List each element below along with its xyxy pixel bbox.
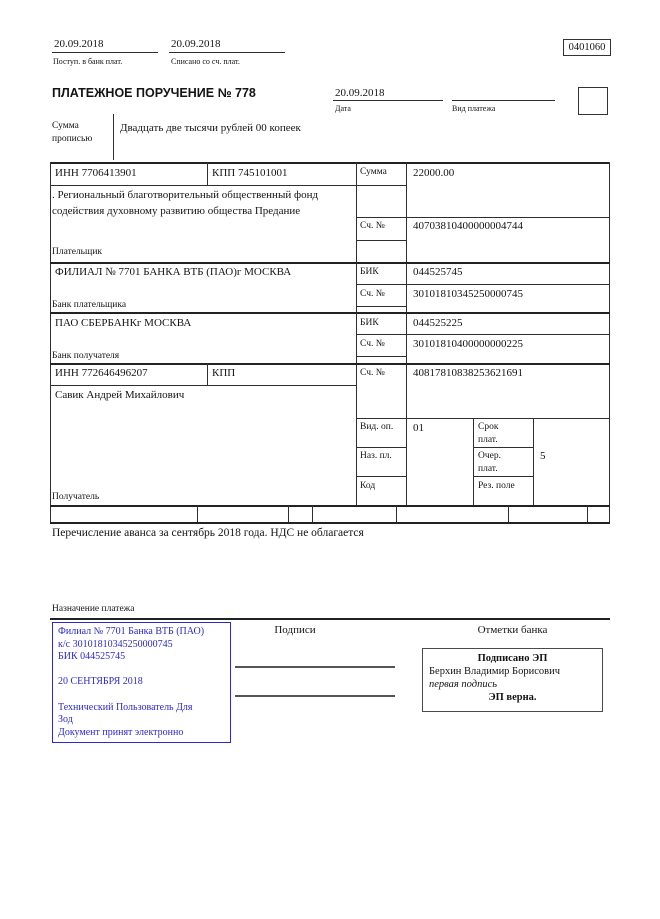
table-line (356, 334, 610, 335)
table-line (473, 418, 474, 505)
table-line (473, 447, 533, 448)
payee-bank-account-label: Сч. № (360, 339, 385, 349)
payer-bank-bik-value: 044525745 (413, 266, 463, 278)
form-code: 0401060 (568, 42, 606, 53)
bank-stamp-line: Зод (58, 714, 73, 726)
bank-marks-header: Отметки банка (477, 624, 548, 636)
bank-stamp-line: к/с 30101810345250000745 (58, 638, 173, 650)
payer-bank-bik-label: БИК (360, 267, 379, 277)
table-line (207, 162, 208, 185)
tax-row-divider (197, 505, 198, 522)
table-line (356, 447, 406, 448)
code-label: Код (360, 481, 376, 491)
payee-kpp: КПП (212, 367, 236, 379)
table-border-right (609, 162, 610, 522)
debited-date-label: Списано со сч. плат. (171, 57, 240, 66)
debited-date-underline (169, 52, 285, 53)
payment-kind-label: Вид платежа (452, 104, 496, 113)
bank-stamp-line (58, 664, 230, 677)
table-line (356, 418, 610, 419)
payee-section-label: Получатель (52, 492, 100, 502)
received-date-label: Поступ. в банк плат. (53, 57, 123, 66)
signature-line (235, 695, 395, 697)
purpose-code-label: Наз. пл. (360, 451, 392, 461)
status-checkbox (578, 87, 608, 115)
payer-name: . Региональный благотворительный общественный фонд содействия духовному развитию общества Предание (52, 189, 319, 217)
bank-stamp-line: БИК 044525745 (58, 651, 126, 663)
table-line (50, 363, 610, 365)
esign-title: Подписано ЭП (477, 653, 548, 664)
table-line (50, 505, 610, 507)
tax-row-divider (288, 505, 289, 522)
payer-kpp: КПП 745101001 (212, 167, 288, 179)
table-line (50, 162, 610, 164)
bank-stamp-line: 20 СЕНТЯБРЯ 2018 (58, 676, 143, 688)
payer-bank-section-label: Банк плательщика (52, 300, 127, 310)
amount-label: Сумма (360, 167, 387, 177)
payee-bank-section-label: Банк получателя (52, 351, 120, 361)
table-line (533, 418, 534, 505)
table-border-left (50, 162, 51, 522)
tax-row-divider (396, 505, 397, 522)
payee-bank-account-value: 30101810400000000225 (413, 338, 523, 350)
document-date-label: Дата (335, 104, 351, 113)
debited-date-value: 20.09.2018 (171, 38, 221, 50)
payee-bank-name: ПАО СБЕРБАНКг МОСКВА (55, 317, 192, 329)
payer-account-label: Сч. № (360, 221, 385, 231)
amount-value: 22000.00 (413, 167, 455, 179)
tax-row-divider (508, 505, 509, 522)
payer-inn: ИНН 7706413901 (55, 167, 137, 179)
esign-subtitle: первая подпись (429, 679, 498, 690)
document-date-value: 20.09.2018 (335, 87, 385, 99)
bank-stamp-line: Документ принят электронно (58, 726, 184, 738)
table-line (50, 185, 356, 186)
reserve-field-label: Рез. поле (478, 481, 515, 491)
received-date-underline (52, 52, 158, 53)
table-line (356, 217, 610, 218)
esign-signer-name: Берхин Владимир Борисович (429, 666, 560, 677)
priority-label: Очер. плат. (478, 451, 501, 474)
tax-row-divider (312, 505, 313, 522)
bank-stamp-box (52, 622, 231, 743)
esign-stamp-box (422, 648, 603, 712)
table-line (50, 618, 610, 620)
payer-section-label: Плательщик (52, 247, 103, 257)
signature-line (235, 666, 395, 668)
purpose-section-label: Назначение платежа (52, 604, 135, 614)
payee-bank-bik-label: БИК (360, 318, 379, 328)
priority-value: 5 (540, 450, 546, 462)
payer-account-value: 40703810400000004744 (413, 220, 523, 232)
amount-words-value: Двадцать две тысячи рублей 00 копеек (120, 122, 301, 134)
table-line (207, 363, 208, 385)
table-line (356, 284, 610, 285)
payee-name: Савик Андрей Михайлович (55, 389, 185, 401)
pay-term-label: Срок плат. (478, 422, 499, 445)
payer-bank-account-label: Сч. № (360, 289, 385, 299)
table-line (356, 185, 406, 186)
tax-row-divider (587, 505, 588, 522)
esign-verified: ЭП верна. (488, 692, 537, 703)
signatures-header: Подписи (274, 624, 316, 636)
payee-account-value: 40817810838253621691 (413, 367, 523, 379)
bank-stamp-line: Технический Пользователь Для (58, 701, 193, 713)
payer-bank-name: ФИЛИАЛ № 7701 БАНКА ВТБ (ПАО)г МОСКВА (55, 266, 292, 278)
table-line (356, 356, 406, 357)
payee-bank-bik-value: 044525225 (413, 317, 463, 329)
amount-words-label: Сумма прописью (52, 121, 93, 144)
date-underline (333, 100, 443, 101)
document-title: ПЛАТЕЖНОЕ ПОРУЧЕНИЕ № 778 (52, 86, 256, 100)
table-line (50, 312, 610, 314)
payee-account-label: Сч. № (360, 368, 385, 378)
amount-words-divider (113, 114, 114, 160)
table-line (356, 306, 406, 307)
op-type-label: Вид. оп. (360, 422, 394, 432)
payer-bank-account-value: 30101810345250000745 (413, 288, 523, 300)
table-line (473, 476, 533, 477)
table-line (50, 522, 610, 524)
table-line (356, 240, 406, 241)
bank-stamp-line (58, 689, 230, 702)
form-code-box (563, 39, 611, 56)
table-line (50, 262, 610, 264)
purpose-text: Перечисление аванса за сентябрь 2018 года. НДС не облагается (52, 527, 364, 539)
table-line (356, 476, 406, 477)
payee-inn: ИНН 772646496207 (55, 367, 148, 379)
received-date-value: 20.09.2018 (54, 38, 104, 50)
payment-kind-underline (452, 100, 555, 101)
op-type-value: 01 (413, 422, 424, 434)
table-line (50, 385, 356, 386)
bank-stamp-line: Филиал № 7701 Банка ВТБ (ПАО) (58, 626, 205, 637)
